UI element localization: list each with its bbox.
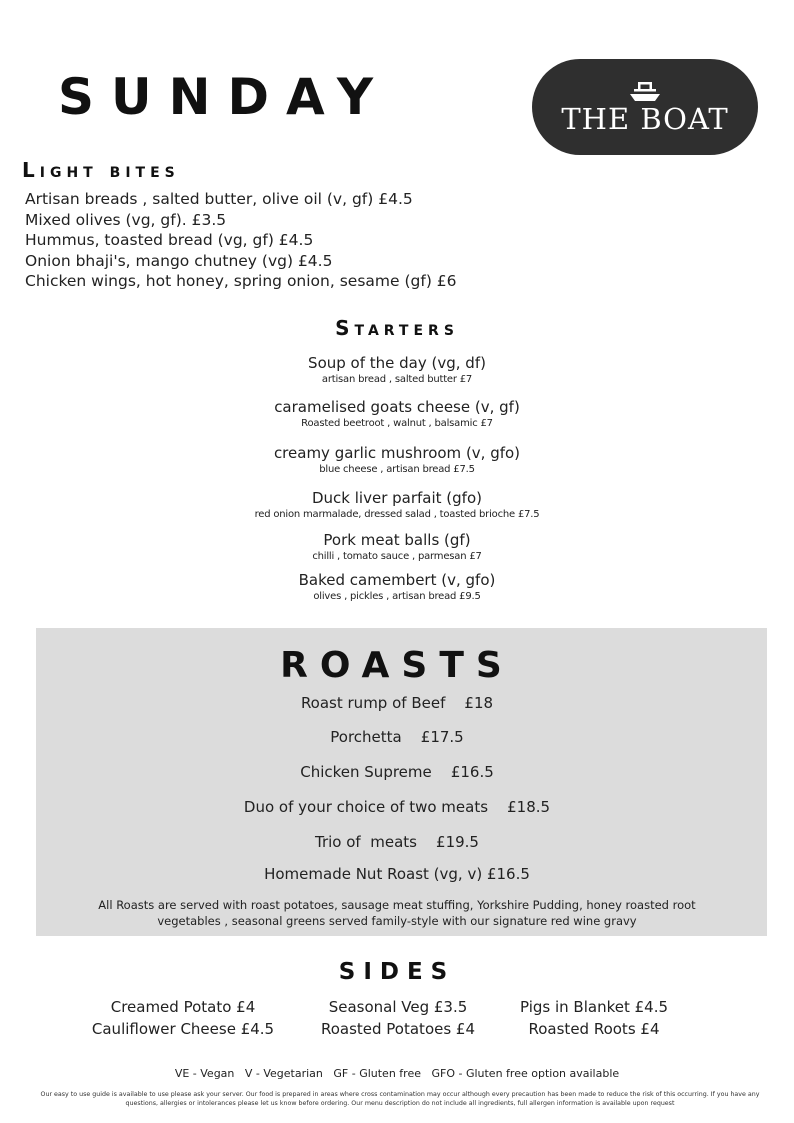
roasts-note: All Roasts are served with roast potatoes, sausage meat stuffing, Yorkshire Pudding, honey roasted root vegetables , seasonal greens served family-style with our signature red wine gravy bbox=[98, 898, 696, 928]
dietary-legend: VE - Vegan V - Vegetarian GF - Gluten free GFO - Gluten free option available bbox=[174, 1067, 620, 1080]
sides-heading: SIDES bbox=[338, 959, 456, 985]
starter-item bbox=[0, 489, 794, 521]
roast-item: Chicken Supreme £16.5 bbox=[300, 763, 494, 781]
roast-item: Trio of meats £19.5 bbox=[315, 833, 479, 851]
starter-description: chilli , tomato sauce , parmesan £7 bbox=[312, 551, 482, 562]
starter-name: Duck liver parfait (gfo) bbox=[312, 489, 482, 507]
roast-item: Porchetta £17.5 bbox=[330, 728, 464, 746]
list-item: Mixed olives (vg, gf). £3.5 bbox=[25, 210, 227, 229]
logo-text: THE BOAT bbox=[561, 101, 729, 136]
light-bites-list bbox=[25, 189, 457, 292]
list-item: Roasted Potatoes £4 bbox=[320, 1020, 476, 1038]
starter-item bbox=[0, 571, 794, 603]
starter-name: Pork meat balls (gf) bbox=[323, 531, 471, 549]
list-item: Pigs in Blanket £4.5 bbox=[519, 998, 668, 1016]
starters-heading: Starters bbox=[335, 316, 459, 340]
roast-item: Homemade Nut Roast (vg, v) £16.5 bbox=[264, 865, 530, 883]
list-item: Artisan breads , salted butter, olive oil (v, gf) £4.5 bbox=[25, 190, 413, 208]
starter-name: Baked camembert (v, gfo) bbox=[298, 571, 496, 589]
list-item: Seasonal Veg £3.5 bbox=[328, 998, 468, 1016]
starter-description: red onion marmalade, dressed salad , toasted brioche £7.5 bbox=[254, 509, 540, 520]
roasts-heading: ROASTS bbox=[280, 645, 514, 686]
list-item: Creamed Potato £4 bbox=[110, 998, 256, 1016]
starter-item bbox=[0, 398, 794, 430]
starter-name: creamy garlic mushroom (v, gfo) bbox=[273, 444, 521, 462]
sides-column bbox=[298, 996, 498, 1040]
starter-description: olives , pickles , artisan bread £9.5 bbox=[313, 591, 481, 602]
starter-item bbox=[0, 354, 794, 386]
sides-column bbox=[80, 996, 286, 1040]
starter-item bbox=[0, 531, 794, 563]
starter-description: Roasted beetroot , walnut , balsamic £7 bbox=[301, 418, 493, 429]
starter-description: blue cheese , artisan bread £7.5 bbox=[319, 464, 475, 475]
list-item: Onion bhaji's, mango chutney (vg) £4.5 bbox=[25, 251, 333, 270]
boat-icon bbox=[628, 81, 662, 103]
roast-item: Duo of your choice of two meats £18.5 bbox=[243, 798, 551, 816]
sides-column bbox=[500, 996, 688, 1040]
list-item: Chicken wings, hot honey, spring onion, sesame (gf) £6 bbox=[25, 272, 457, 291]
list-item: Hummus, toasted bread (vg, gf) £4.5 bbox=[25, 231, 314, 250]
roast-item: Roast rump of Beef £18 bbox=[300, 694, 494, 712]
starter-description: artisan bread , salted butter £7 bbox=[321, 374, 473, 385]
allergen-disclaimer: Our easy to use guide is available to use please ask your server. Our food is prepared in areas where cross contamination may occur although every precaution has been made to reduce the risk of this occurring. If you have any questions, allergies or intolerances please let us know before ordering. Our menu description do not include all ingredients, full allergen information is available upon request bbox=[40, 1091, 760, 1107]
page-title: SUNDAY bbox=[58, 68, 391, 126]
starter-name: Soup of the day (vg, df) bbox=[308, 354, 486, 372]
starter-name: caramelised goats cheese (v, gf) bbox=[274, 398, 520, 416]
list-item: Roasted Roots £4 bbox=[528, 1020, 660, 1038]
list-item: Cauliflower Cheese £4.5 bbox=[91, 1020, 275, 1038]
logo bbox=[532, 59, 758, 155]
light-bites-heading: Light bites bbox=[22, 158, 180, 182]
starter-item bbox=[0, 444, 794, 476]
